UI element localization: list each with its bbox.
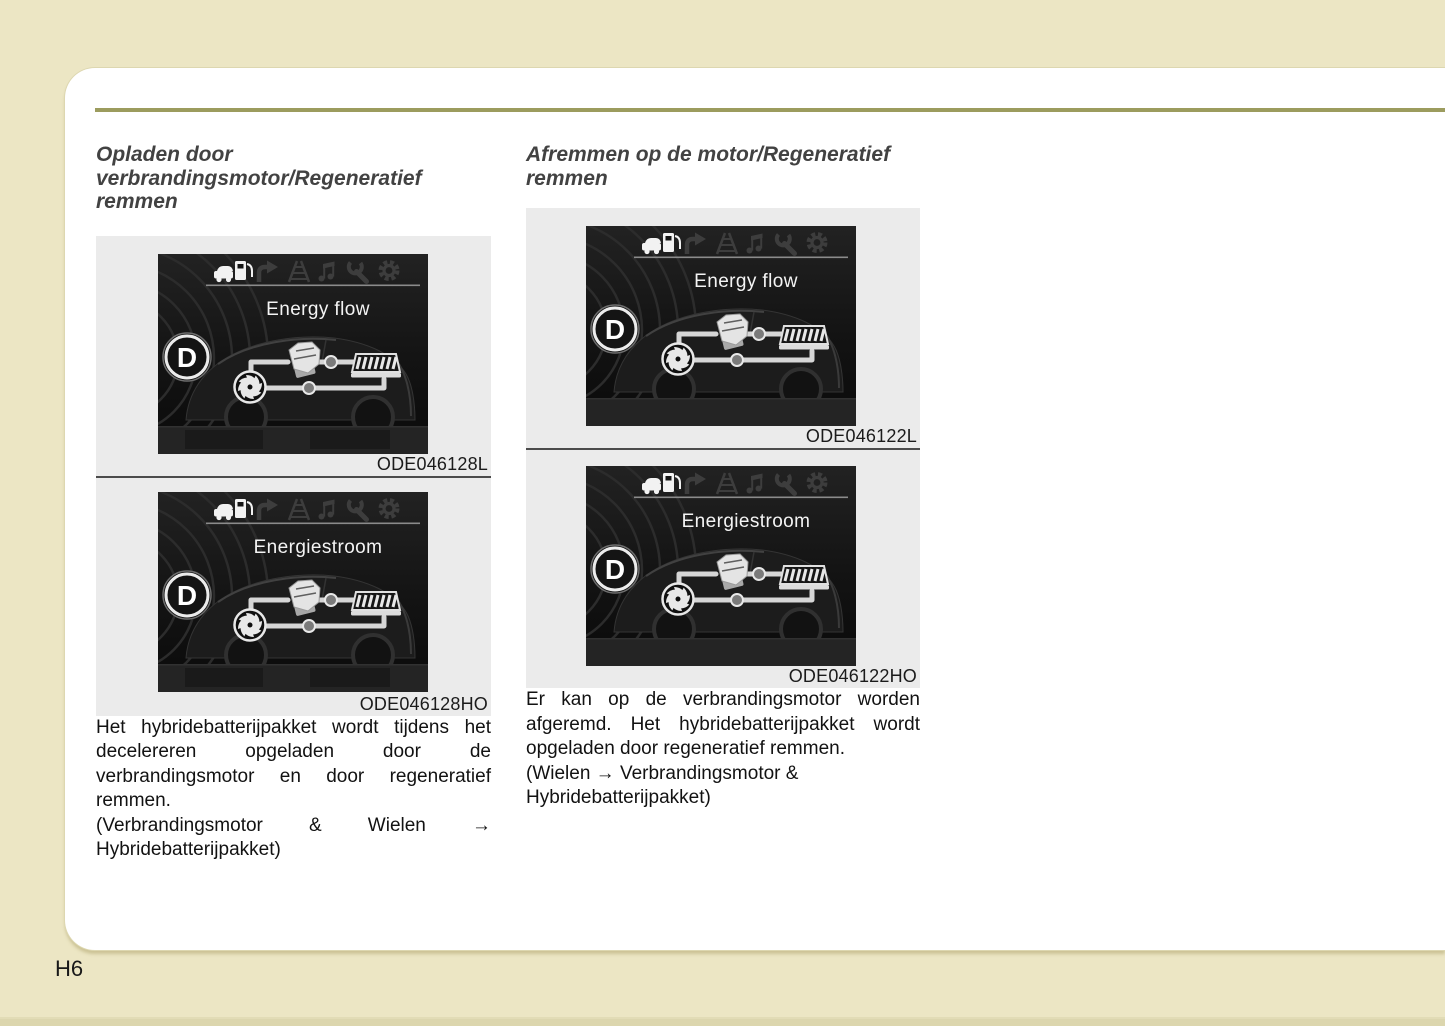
heading-line: Afremmen op de motor/Regeneratief [526, 143, 891, 166]
gear-position-indicator: D [604, 554, 626, 585]
figure-energiestroom-display [96, 478, 491, 716]
section-heading-right [526, 143, 920, 190]
gear-position-indicator: D [604, 314, 626, 345]
left-column [96, 143, 491, 863]
figure-caption: ODE046128L [376, 453, 488, 474]
figure-energy-flow-display [96, 236, 491, 478]
figure-caption: ODE046122HO [788, 666, 917, 686]
paragraph: Het hybridebatterijpakket wordt tijdens het decelereren opgeladen door de verbrandingsmotor en door regeneratief remmen. [96, 716, 491, 812]
section-heading-left [96, 143, 491, 214]
paragraph: (Verbrandingsmotor & Wielen → Hybridebatterijpakket) [96, 814, 491, 861]
figure-energy-flow-display [526, 208, 920, 450]
top-rule [95, 108, 1445, 112]
screen-title: Energy flow [266, 298, 370, 320]
cluster-screen [158, 492, 428, 692]
paragraph: (Wielen → Verbrandingsmotor & Hybridebatterijpakket) [526, 762, 799, 809]
heading-line: remmen [526, 166, 608, 190]
heading-line: Opladen door [96, 143, 233, 166]
body-text-right [526, 688, 920, 811]
screen-title: Energy flow [694, 271, 798, 292]
figure-energiestroom-display [526, 450, 920, 688]
page-bottom-edge [0, 1017, 1445, 1026]
figure-caption: ODE046122L [805, 426, 917, 446]
screen-title: Energiestroom [253, 536, 383, 558]
cluster-screen [586, 226, 856, 426]
figure-caption: ODE046128HO [359, 693, 488, 714]
page-number: H6 [55, 956, 84, 981]
body-text-left [96, 716, 491, 864]
cluster-screen [586, 466, 856, 666]
cluster-screen [158, 254, 428, 454]
content-sheet [65, 68, 1445, 950]
gear-position-indicator: D [176, 579, 198, 611]
screen-title: Energiestroom [681, 511, 811, 532]
right-column [526, 143, 920, 811]
heading-line: remmen [96, 190, 178, 213]
paragraph: Er kan op de verbrandingsmotor worden afgeremd. Het hybridebatterijpakket wordt opgeladen door regeneratief remmen. [526, 689, 920, 760]
gear-position-indicator: D [176, 341, 198, 373]
heading-line: verbrandingsmotor/Regeneratief [96, 166, 422, 190]
